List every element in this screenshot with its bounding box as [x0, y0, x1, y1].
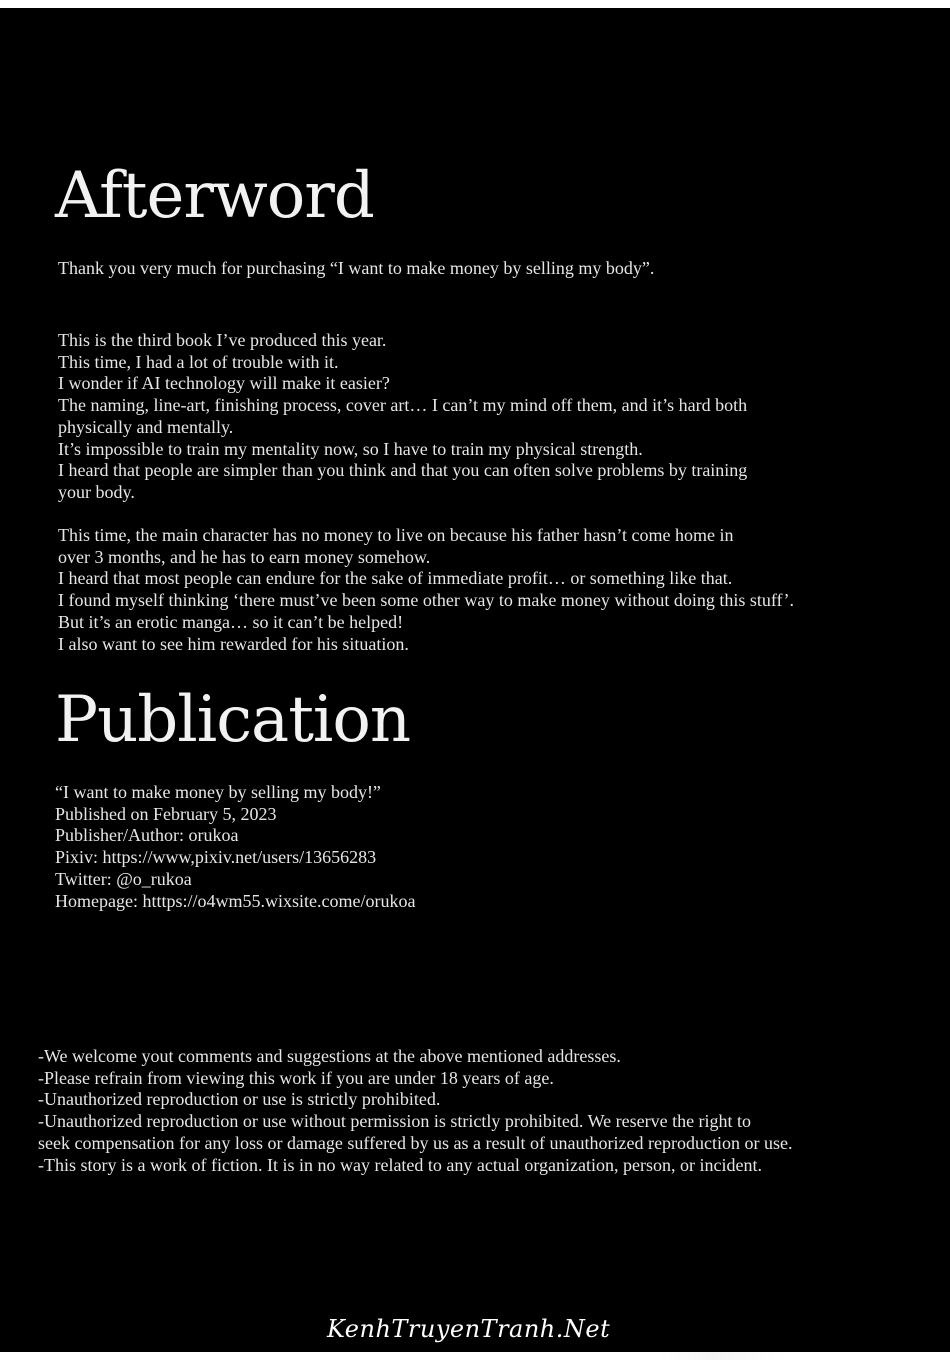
paragraph-line: It’s impossible to train my mentality now, so I have to train my physical strength.	[58, 438, 643, 459]
publish-date: Published on February 5, 2023	[55, 803, 277, 824]
publication-heading: Publication	[55, 683, 411, 757]
page	[0, 8, 950, 1352]
site-watermark: KenhTruyenTranh.Net	[327, 1315, 611, 1343]
afterword-paragraph-1	[58, 330, 918, 504]
paragraph-line: This is the third book I’ve produced this year.	[58, 330, 387, 350]
notice-line: -Unauthorized reproduction or use without permission is strictly prohibited. We reserve the right to	[38, 1111, 752, 1132]
twitter-handle: Twitter: @o_rukoa	[55, 868, 192, 889]
paragraph-line: I also want to see him rewarded for his situation.	[58, 633, 409, 654]
thanks-line	[58, 258, 654, 280]
publisher-author: Publisher/Author: orukoa	[55, 825, 239, 846]
paragraph-line: I found myself thinking ‘there must’ve been some other way to make money without doing this stuff’.	[58, 590, 795, 611]
notice-line: -Please refrain from viewing this work if you are under 18 years of age.	[38, 1067, 554, 1088]
page-edge-glow	[660, 1352, 840, 1360]
notice-line: -Unauthorized reproduction or use is strictly prohibited.	[38, 1089, 441, 1110]
paragraph-line: I heard that people are simpler than you think and that you can often solve problems by training	[58, 460, 748, 481]
paragraph-line: This time, I had a lot of trouble with it.	[58, 351, 339, 372]
publication-info	[55, 782, 415, 912]
legal-notices	[38, 1046, 938, 1176]
paragraph-line: your body.	[58, 481, 135, 502]
afterword-paragraph-2	[58, 525, 918, 655]
notice-line: seek compensation for any loss or damage suffered by us as a result of unauthorized reproduction or use.	[38, 1132, 793, 1153]
notice-line: -We welcome yout comments and suggestions at the above mentioned addresses.	[38, 1046, 621, 1066]
paragraph-line: I wonder if AI technology will make it easier?	[58, 373, 390, 394]
afterword-heading: Afterword	[55, 159, 374, 233]
paragraph-line: The naming, line-art, finishing process, cover art… I can’t my mind off them, and it’s hard both	[58, 395, 748, 416]
work-title: “I want to make money by selling my body!”	[55, 782, 381, 802]
notice-line: -This story is a work of fiction. It is in no way related to any actual organization, person, or incident.	[38, 1154, 762, 1175]
paragraph-line: I heard that most people can endure for the sake of immediate profit… or something like that.	[58, 568, 733, 589]
paragraph-line: over 3 months, and he has to earn money somehow.	[58, 546, 431, 567]
homepage-link: Homepage: htttps://o4wm55.wixsite.come/orukoa	[55, 890, 416, 911]
pixiv-link: Pixiv: https://www,pixiv.net/users/13656283	[55, 847, 377, 868]
paragraph-line: physically and mentally.	[58, 416, 234, 437]
thanks-text: Thank you very much for purchasing “I want to make money by selling my body”.	[58, 258, 655, 278]
paragraph-line: This time, the main character has no money to live on because his father hasn’t come home in	[58, 525, 734, 545]
paragraph-line: But it’s an erotic manga… so it can’t be helped!	[58, 611, 404, 632]
